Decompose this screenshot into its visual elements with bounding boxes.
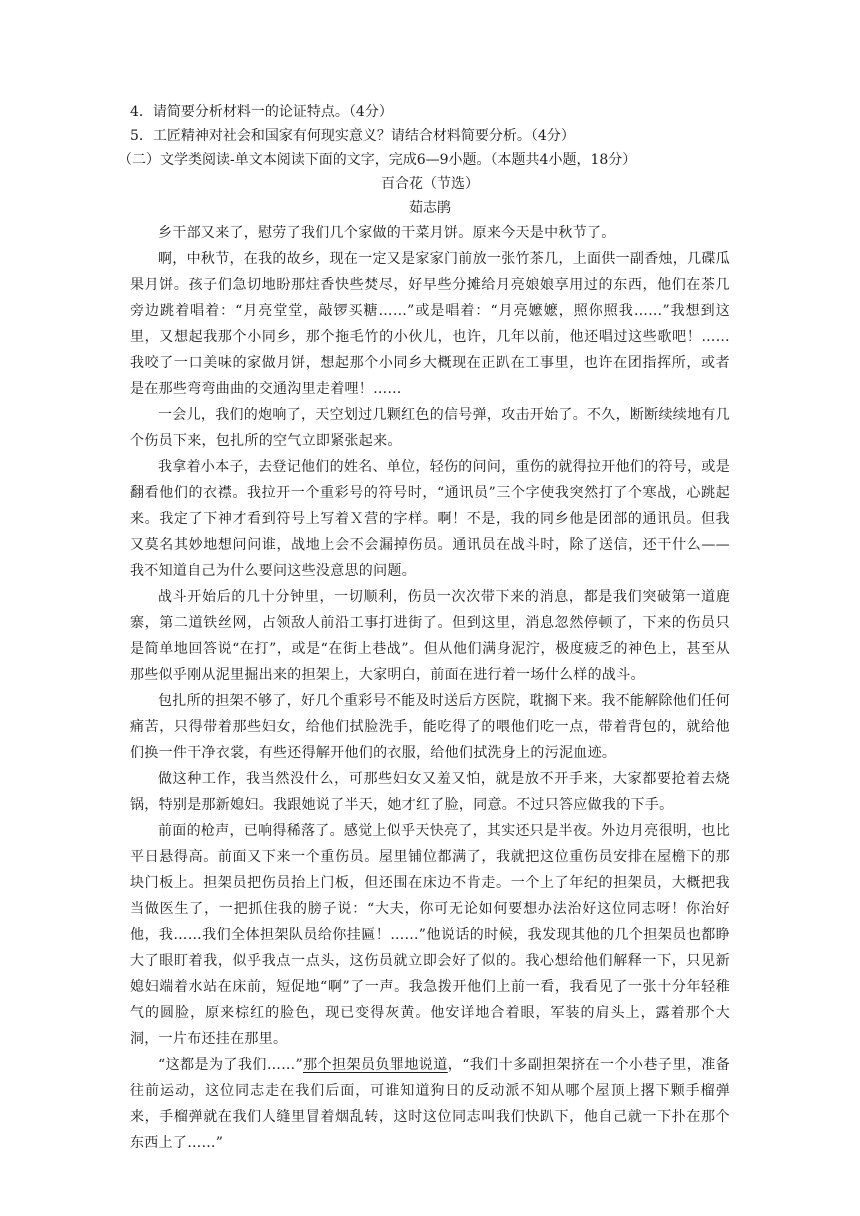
question-4: 4．请简要分析材料一的论证特点。（4分） (130, 104, 393, 120)
underlined-phrase: 那个担架员负罪地说道 (302, 1057, 448, 1073)
story-paragraph: 啊，中秋节，在我的故乡，现在一定又是家家门前放一张竹茶几，上面供一副香烛，几碟瓜果月饼。孩子们急切地盼那炷香快些焚尽，好早些分摊给月亮娘娘享用过的东西，他们在茶几旁边跳着唱着：“月亮堂堂，敲锣买糖……”或是唱着：“月亮嬷嬷，照你照我……”我想到这里，又想起我那个小同乡，那个拖毛竹的小伙儿，也许，几年以前，他还唱过这些歌吧！……我咬了一口美味的家做月饼，想起那个小同乡大概现在正趴在工事里，也许在团指挥所，或者是在那些弯弯曲曲的交通沟里走着哩！…… (130, 251, 730, 397)
story-title: 百合花（节选） (381, 176, 479, 192)
story-paragraph: 前面的枪声，已响得稀落了。感觉上似乎天快亮了，其实还只是半夜。外边月亮很明，也比平日悬得高。前面又下来一个重伤员。屋里铺位都满了，我就把这位重伤员安排在屋檐下的那块门板上。担架员把伤员抬上门板，但还围在床边不肯走。一个上了年纪的担架员，大概把我当做医生了，一把抓住我的膀子说：“大夫，你可无论如何要想办法治好这位同志呀！你治好他，我……我们全体担架队员给你挂匾！……”他说话的时候，我发现其他的几个担架员也都睁大了眼盯着我，似乎我点一点头，这伤员就立即会好了似的。我心想给他们解释一下，只见新媳妇端着水站在床前，短促地“啊”了一声。我急拨开他们上前一看，我看见了一张十分年轻稚气的圆脸，原来棕红的脸色，现已变得灰黄。他安详地合着眼，军装的肩头上，露着那个大洞，一片布还挂在那里。 (130, 823, 730, 1047)
story-paragraph: 战斗开始后的几十分钟里，一切顺利，伤员一次次带下来的消息，都是我们突破第一道鹿寨，第二道铁丝网，占领敌人前沿工事打进街了。但到这里，消息忽然停顿了，下来的伤员只是简单地回答说“在打”，或是“在街上巷战”。但从他们满身泥泞，极度疲乏的神色上，甚至从那些似乎刚从泥里掘出来的担架上，大家明白，前面在进行着一场什么样的战斗。 (130, 589, 730, 683)
document-page (118, 100, 731, 1156)
story-paragraph: 一会儿，我们的炮响了，天空划过几颗红色的信号弹，攻击开始了。不久，断断续续地有几个伤员下来，包扎所的空气立即紧张起来。 (130, 407, 730, 449)
story-paragraph: 做这种工作，我当然没什么，可那些妇女又羞又怕，就是放不开手来，大家都要抢着去烧锅，特别是那新媳妇。我跟她说了半天，她才红了脸，同意。不过只答应做我的下手。 (130, 771, 730, 813)
question-5: 5．工匠精神对社会和国家有何现实意义？请结合材料简要分析。（4分） (130, 128, 575, 144)
story-author: 茹志鹃 (409, 200, 451, 216)
story-paragraph-last (130, 1052, 730, 1156)
story-paragraph: 我拿着小本子，去登记他们的姓名、单位，轻伤的问问，重伤的就得拉开他们的符号，或是翻看他们的衣襟。我拉开一个重彩号的符号时，“通讯员”三个字使我突然打了个寒战，心跳起来。我定了下神才看到符号上写着Ｘ营的字样。啊！不是，我的同乡他是团部的通讯员。但我又莫名其妙地想问问谁，战地上会不会漏掉伤员。通讯员在战斗时，除了送信，还干什么——我不知道自己为什么要问这些没意思的问题。 (130, 459, 730, 579)
quote-opening: “这都是为了我们……” (158, 1057, 303, 1073)
story-paragraph: 包扎所的担架不够了，好几个重彩号不能及时送后方医院，耽搁下来。我不能解除他们任何痛苦，只得带着那些妇女，给他们拭脸洗手，能吃得了的喂他们吃一点，带着背包的，就给他们换一件干净衣裳，有些还得解开他们的衣服，给他们拭洗身上的污泥血迹。 (130, 693, 730, 761)
story-paragraph: 乡干部又来了，慰劳了我们几个家做的干菜月饼。原来今天是中秋节了。 (158, 225, 616, 241)
quote-continuation: ，“我们十多副担架挤在一个小巷子里，准备往前运动，这位同志走在我们后面，可谁知道狗日的反动派不知从哪个屋顶上撂下颗手榴弹来，手榴弹就在我们人缝里冒着烟乱转，这时这位同志叫我们快趴下，他自己就一下扑在那个东西上了……” (130, 1057, 731, 1151)
section-heading: （二）文学类阅读-单文本阅读下面的文字，完成6—9小题。（本题共4小题，18分） (118, 152, 637, 168)
